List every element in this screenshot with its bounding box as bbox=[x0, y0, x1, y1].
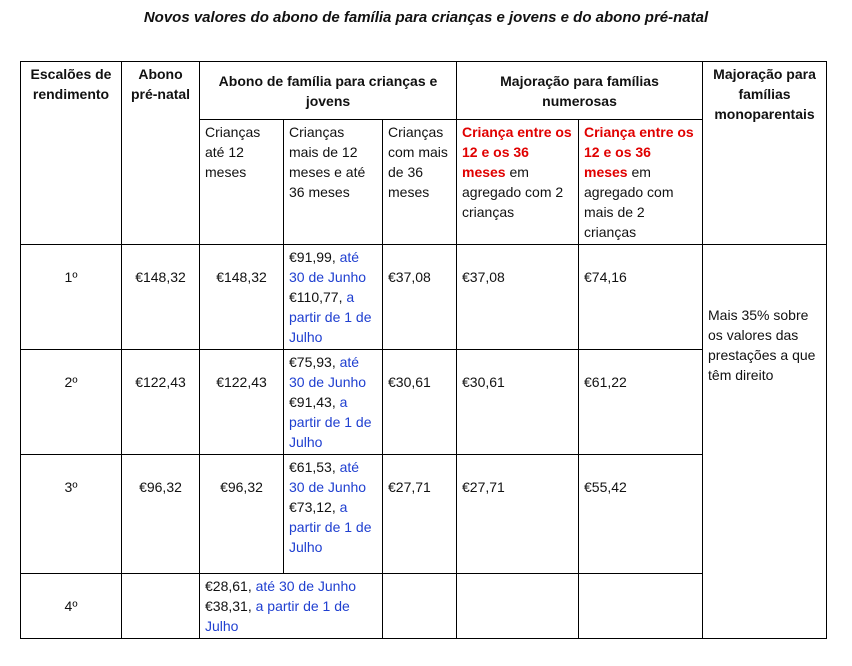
subheader-numerosas-2 bbox=[457, 120, 579, 245]
mid-note-1: até 30 de Junho bbox=[289, 249, 367, 285]
ate-12-cell: €122,43 bbox=[200, 350, 284, 455]
table-row bbox=[21, 245, 827, 350]
subheader-ate-12: Crianças até 12 meses bbox=[200, 120, 284, 245]
mid-note-2: a partir de 1 de Julho bbox=[289, 289, 372, 345]
abono-values-table bbox=[20, 61, 827, 639]
row4-value-1: €28,61, bbox=[205, 578, 256, 594]
row4-abono-cell bbox=[200, 574, 383, 639]
pre-natal-cell-empty bbox=[122, 574, 200, 639]
row4-note-2: a partir de 1 de Julho bbox=[205, 598, 350, 634]
mid-age-cell bbox=[284, 350, 383, 455]
mid-note-1: até 30 de Junho bbox=[289, 354, 367, 390]
header-majoracao-numerosas: Majoração para famílias numerosas bbox=[457, 62, 703, 120]
header-abono-pre-natal: Abono pré-natal bbox=[122, 62, 200, 245]
escalao-cell: 2º bbox=[21, 350, 122, 455]
row4-value-2: €38,31, bbox=[205, 598, 256, 614]
mid-age-cell bbox=[284, 455, 383, 574]
subheader-mais-12-36: Crianças mais de 12 meses e até 36 meses bbox=[284, 120, 383, 245]
mid-note-2: a partir de 1 de Julho bbox=[289, 394, 372, 450]
escalao-cell: 3º bbox=[21, 455, 122, 574]
mid-note-2: a partir de 1 de Julho bbox=[289, 499, 372, 555]
mid-value-2: €73,12, bbox=[289, 499, 340, 515]
numerosas-2-cell: €37,08 bbox=[457, 245, 579, 350]
header-abono-familia: Abono de família para crianças e jovens bbox=[200, 62, 457, 120]
header-majoracao-monoparentais: Majoração para famílias monoparentais bbox=[703, 62, 827, 245]
mais-36-cell: €30,61 bbox=[383, 350, 457, 455]
mais-36-cell: €37,08 bbox=[383, 245, 457, 350]
mais-36-cell-empty bbox=[383, 574, 457, 639]
ate-12-cell: €96,32 bbox=[200, 455, 284, 574]
pre-natal-cell: €122,43 bbox=[122, 350, 200, 455]
numerosas-2-cell: €30,61 bbox=[457, 350, 579, 455]
subheader-numerosas-2-highlight: Criança entre os 12 e os 36 meses bbox=[462, 124, 572, 180]
ate-12-cell: €148,32 bbox=[200, 245, 284, 350]
row4-note-1: até 30 de Junho bbox=[255, 578, 357, 594]
subheader-mais-36: Crianças com mais de 36 meses bbox=[383, 120, 457, 245]
pre-natal-cell: €148,32 bbox=[122, 245, 200, 350]
subheader-numerosas-mais2 bbox=[579, 120, 703, 245]
mid-value-1: €75,93, bbox=[289, 354, 340, 370]
numerosas-2-cell-empty bbox=[457, 574, 579, 639]
numerosas-mais2-cell: €61,22 bbox=[579, 350, 703, 455]
mid-value-1: €61,53, bbox=[289, 459, 340, 475]
subheader-numerosas-mais2-highlight: Criança entre os 12 e os 36 meses bbox=[584, 124, 694, 180]
numerosas-2-cell: €27,71 bbox=[457, 455, 579, 574]
escalao-cell: 1º bbox=[21, 245, 122, 350]
numerosas-mais2-cell: €55,42 bbox=[579, 455, 703, 574]
subheader-numerosas-2-rest: em agregado com 2 crianças bbox=[462, 164, 564, 220]
numerosas-mais2-cell-empty bbox=[579, 574, 703, 639]
pre-natal-cell: €96,32 bbox=[122, 455, 200, 574]
mid-value-2: €91,43, bbox=[289, 394, 340, 410]
header-escaloes: Escalões de rendimento bbox=[21, 62, 122, 245]
monoparental-cell: Mais 35% sobre os valores das prestações a que têm direito bbox=[703, 245, 827, 639]
mid-value-2: €110,77, bbox=[289, 289, 347, 305]
subheader-numerosas-mais2-rest: em agregado com mais de 2 crianças bbox=[584, 164, 674, 240]
header-row bbox=[21, 62, 827, 120]
mid-age-cell bbox=[284, 245, 383, 350]
escalao-cell: 4º bbox=[21, 574, 122, 639]
mid-value-1: €91,99, bbox=[289, 249, 340, 265]
numerosas-mais2-cell: €74,16 bbox=[579, 245, 703, 350]
document-title: Novos valores do abono de família para crianças e jovens e do abono pré-natal bbox=[143, 9, 709, 26]
mid-note-1: até 30 de Junho bbox=[289, 459, 367, 495]
mais-36-cell: €27,71 bbox=[383, 455, 457, 574]
